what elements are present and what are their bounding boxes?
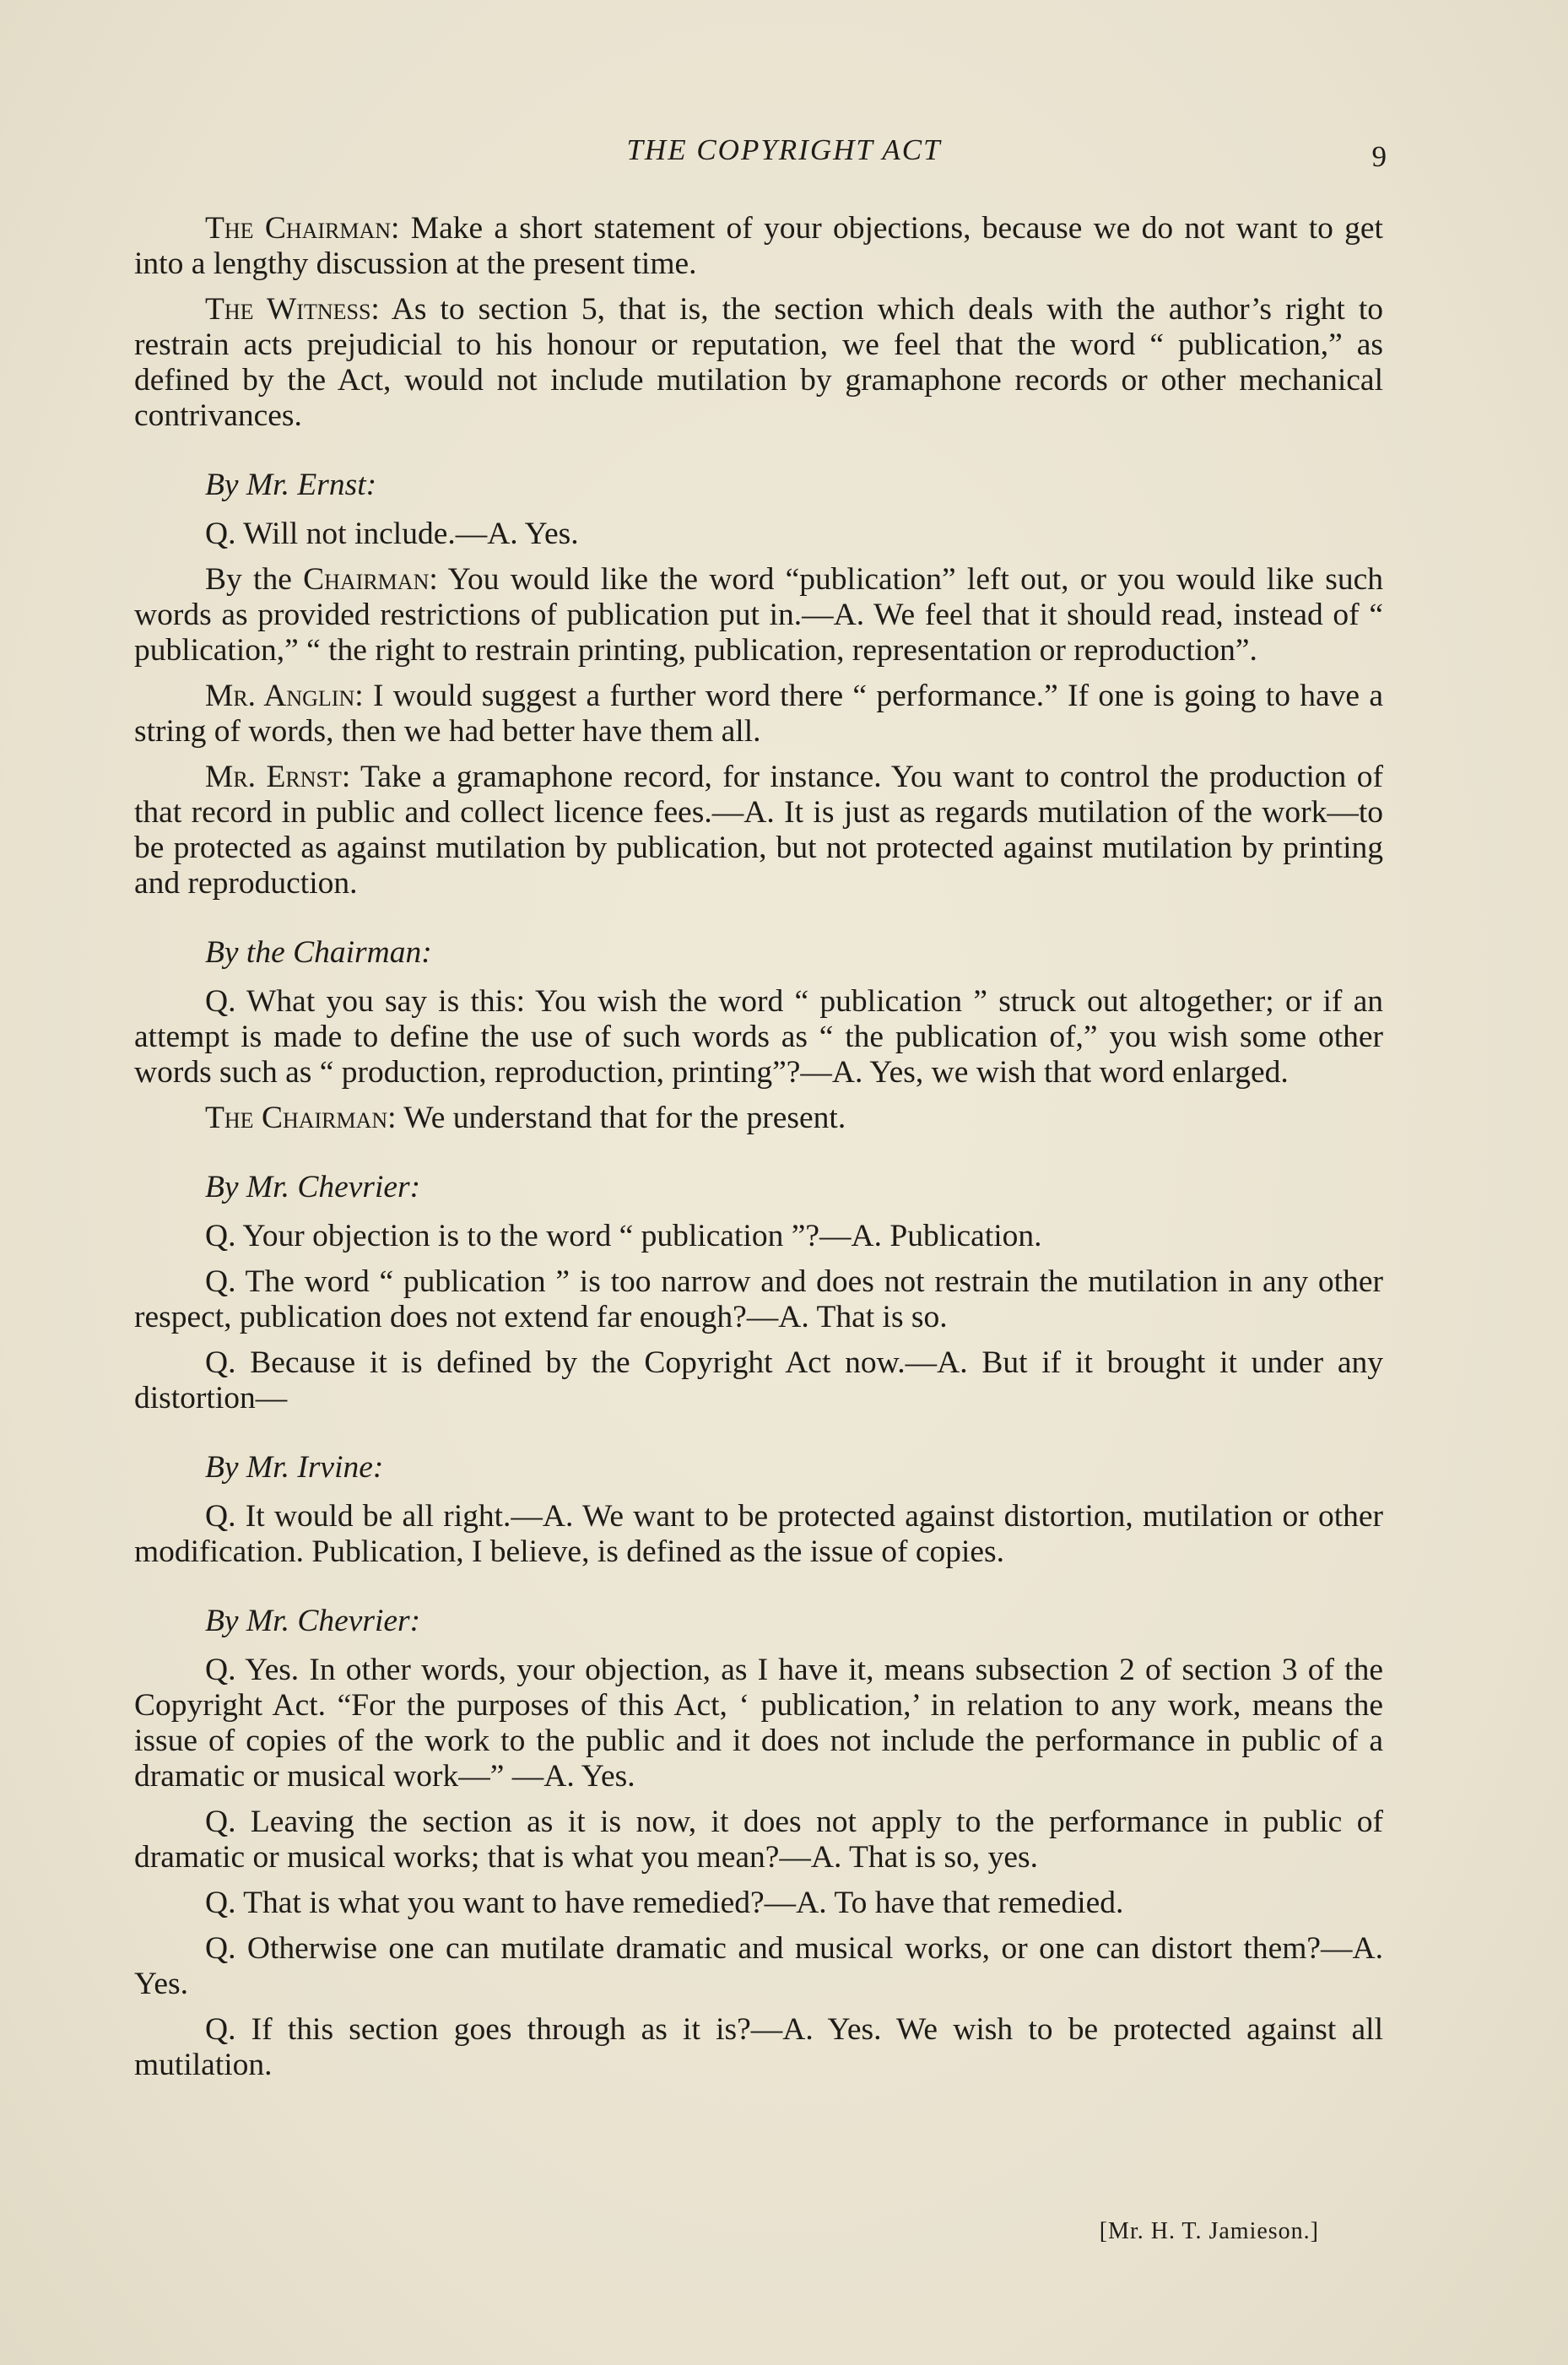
examiner-heading: By Mr. Chevrier: (205, 1170, 421, 1204)
testimony-paragraph (134, 1805, 1383, 1875)
paragraph-text: As to section 5, that is, the section which deals with the author’s right to restrain acts prejudicial to his honour or reputation, we feel that the word “ publication,” as defined by the Act, would not include mutilation by gramaphone records or other mechanical contrivances. (134, 292, 1383, 433)
paragraph-prefix: By the (205, 562, 304, 597)
testimony-paragraph (134, 1653, 1383, 1794)
paragraph-text: Q. Because it is defined by the Copyright Act now.—A. But if it brought it under any distortion— (134, 1345, 1383, 1415)
speaker-name: Mr. Anglin: (205, 679, 364, 713)
page-number: 9 (1371, 140, 1387, 173)
testimony-paragraph (134, 517, 1383, 552)
speaker-paragraph (134, 292, 1383, 434)
paragraph-text: Q. Your objection is to the word “ publication ”?—A. Publication. (205, 1219, 1042, 1253)
paragraph-text: Q. Yes. In other words, your objection, as I have it, means subsection 2 of section 3 of the Copyright Act. “For the purposes of this Act, ‘ publication,’ in relation to any work, means the issue of copies of the work to the public and it does not include the performance in public of a dramatic or musical work—” —A. Yes. (134, 1653, 1383, 1794)
testimony-paragraph (134, 2012, 1383, 2083)
speaker-paragraph (134, 760, 1383, 901)
speaker-name: Mr. Ernst: (205, 760, 351, 794)
examiner-heading: By Mr. Ernst: (205, 468, 377, 502)
testimony-paragraph (134, 1345, 1383, 1416)
examiner-heading: By the Chairman: (205, 935, 432, 970)
speaker-paragraph (134, 679, 1383, 750)
paragraph-text: Q. It would be all right.—A. We want to be protected against distortion, mutilation or other modification. Publication, I believe, is defined as the issue of copies. (134, 1499, 1383, 1569)
examiner-heading: By Mr. Irvine: (205, 1450, 384, 1485)
speaker-note: [Mr. H. T. Jamieson.] (1099, 2218, 1319, 2244)
paragraph-text: Q. That is what you want to have remedied?—A. To have that remedied. (205, 1886, 1124, 1920)
paragraph-text: Q. Leaving the section as it is now, it does not apply to the performance in public of dramatic or musical works; that is what you mean?—A. That is so, yes. (134, 1805, 1383, 1875)
paragraph-text: Take a gramaphone record, for instance. You want to control the production of that record in public and collect licence fees.—A. It is just as regards mutilation of the work—to be protected as against mutilation by publication, but not protected against mutilation by printing and reproduction. (134, 760, 1383, 901)
paragraph-text: Q. The word “ publication ” is too narrow and does not restrain the mutilation in any other respect, publication does not extend far enough?—A. That is so. (134, 1264, 1383, 1334)
paragraph-text: Q. If this section goes through as it is?—A. Yes. We wish to be protected against all mutilation. (134, 2012, 1383, 2082)
paragraph-text: We understand that for the present. (396, 1101, 846, 1135)
testimony-paragraph (134, 1219, 1383, 1254)
paragraph-text: You would like the word “publication” left out, or you would like such words as provided restrictions of publication put in.—A. We feel that it should read, instead of “ publication,” “ the right to restrain printing, publication, representation or reproduction”. (134, 562, 1383, 668)
testimony-paragraph (134, 1264, 1383, 1335)
speaker-name: The Chairman: (205, 211, 400, 246)
paragraph-text: Q. Will not include.—A. Yes. (205, 517, 579, 551)
testimony-paragraph (134, 1931, 1383, 2002)
paragraph-text: Q. What you say is this: You wish the word “ publication ” struck out altogether; or if an attempt is made to define the use of such words as “ the publication of,” you wish some other words such as “ production, reproduction, printing”?—A. Yes, we wish that word enlarged. (134, 984, 1383, 1090)
speaker-paragraph (134, 562, 1383, 668)
paragraph-text: Q. Otherwise one can mutilate dramatic and musical works, or one can distort them?—A. Yes. (134, 1931, 1383, 2001)
testimony-paragraph (134, 1886, 1383, 1921)
speaker-paragraph (134, 1101, 1383, 1136)
speaker-name: The Chairman: (205, 1101, 397, 1135)
page-header (0, 133, 1568, 176)
paragraph-text: Make a short statement of your objections, because we do not want to get into a lengthy discussion at the present time. (134, 211, 1383, 281)
page-body (134, 211, 1383, 2083)
speaker-paragraph (134, 211, 1383, 282)
testimony-paragraph (134, 984, 1383, 1090)
speaker-name: The Witness: (205, 292, 380, 327)
paragraph-text: I would suggest a further word there “ performance.” If one is going to have a string of words, then we had better have them all. (134, 679, 1383, 749)
examiner-heading: By Mr. Chevrier: (205, 1604, 421, 1638)
testimony-paragraph (134, 1499, 1383, 1570)
speaker-name: Chairman: (303, 562, 438, 597)
running-title: THE COPYRIGHT ACT (626, 133, 942, 166)
